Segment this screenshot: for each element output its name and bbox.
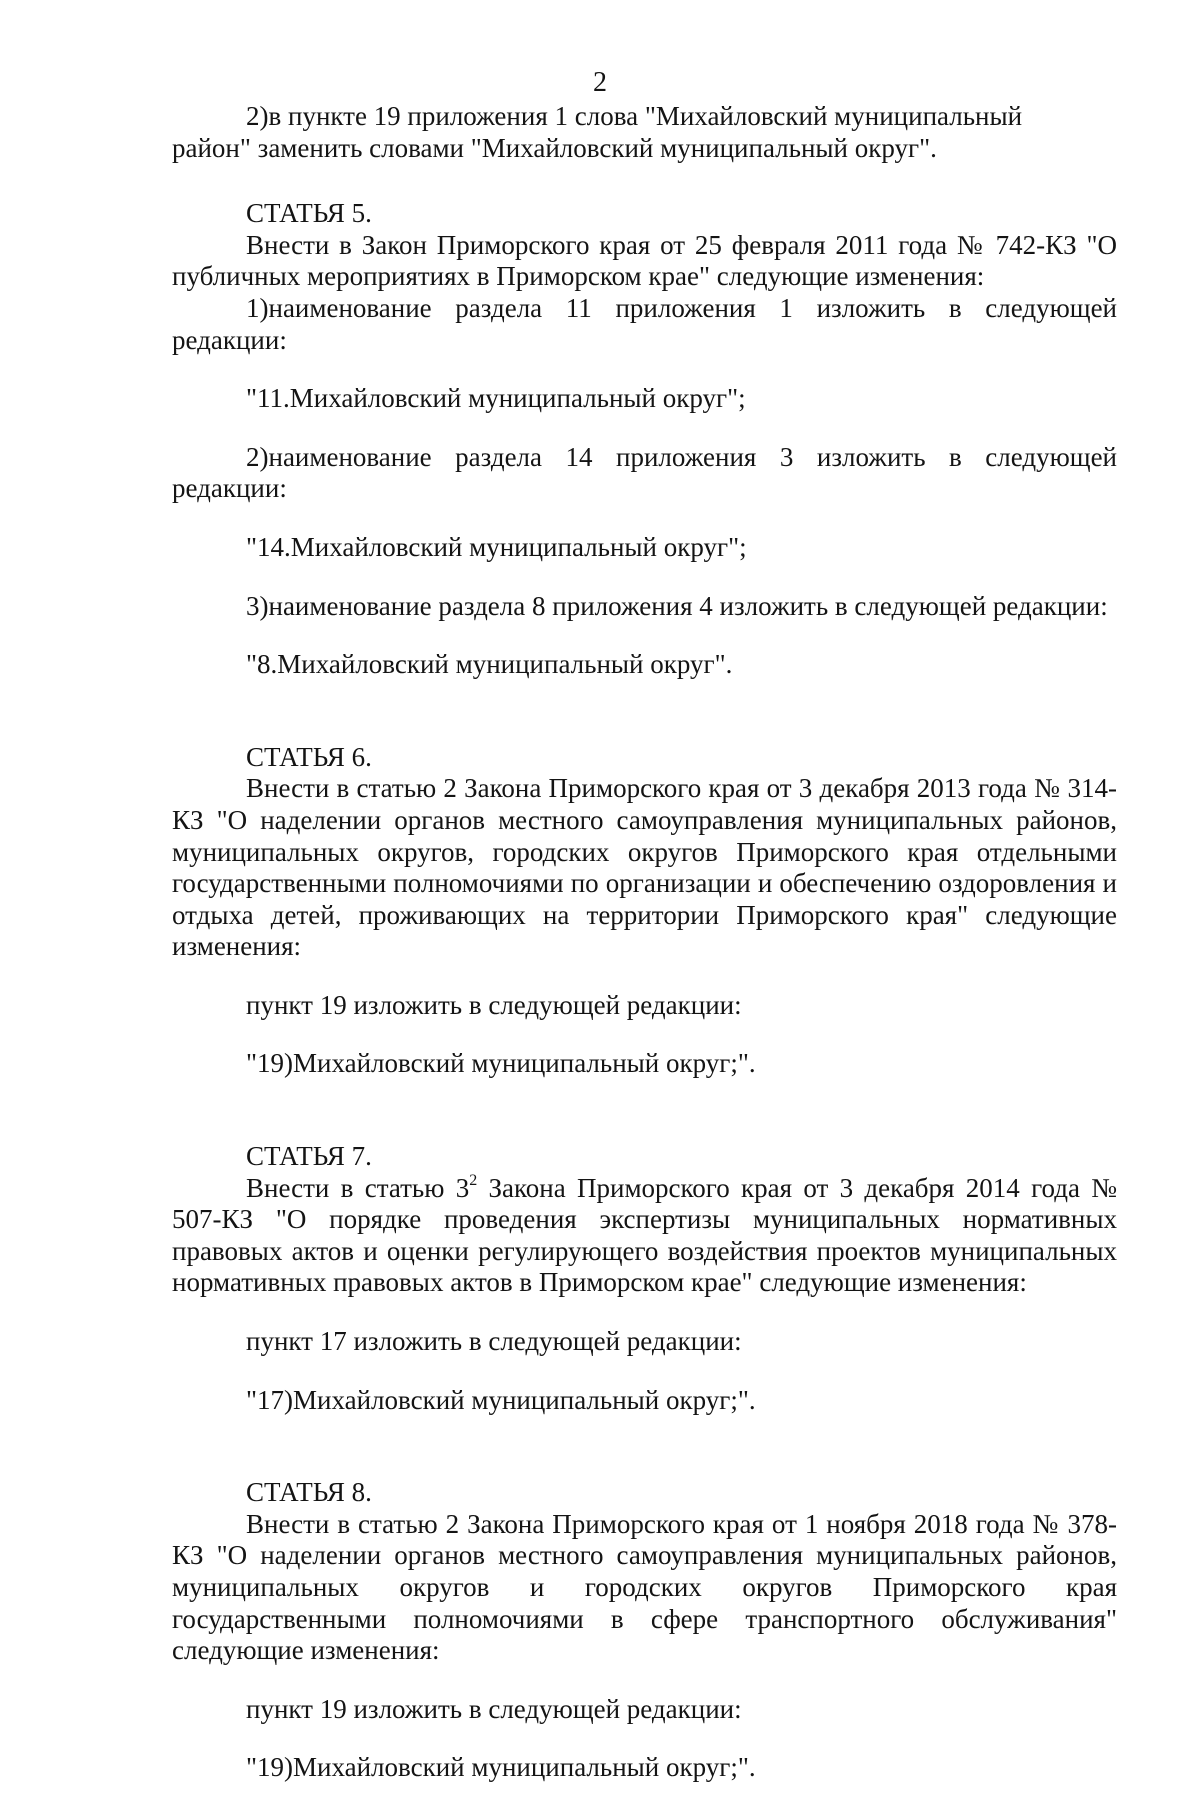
article-6 [172, 742, 1117, 1080]
item-2-line-1: 2)в пункте 19 приложения 1 слова "Михайловский муниципальный [246, 101, 1023, 131]
article-6-intro: Внести в статью 2 Закона Приморского края от 3 декабря 2013 года № 314-КЗ "О наделении органов местного самоуправления муниципальных районов, муниципальных округов, городских округов Приморского края отдельными государственными полномочиями по организации и обеспечению оздоровления и отдыха детей, проживающих на территории Приморского края" следующие изменения: [172, 773, 1117, 962]
article-6-quote: "19)Михайловский муниципальный округ;". [246, 1048, 756, 1079]
page-number: 2 [593, 67, 607, 98]
item-2 [172, 101, 1117, 164]
article-5-item-3: 3)наименование раздела 8 приложения 4 изложить в следующей редакции: [246, 590, 1108, 621]
article-7-intro-start: Внести в статью 3 [246, 1172, 470, 1203]
article-6-title: СТАТЬЯ 6. [246, 741, 372, 772]
article-8-point: пункт 19 изложить в следующей редакции: [246, 1693, 742, 1724]
article-8 [172, 1477, 1117, 1784]
article-5 [172, 198, 1117, 681]
article-5-title: СТАТЬЯ 5. [246, 198, 372, 229]
article-7-title: СТАТЬЯ 7. [246, 1141, 372, 1172]
article-7-intro-superscript: 2 [469, 1171, 478, 1189]
article-8-quote: "19)Михайловский муниципальный округ;". [246, 1752, 756, 1783]
article-7-intro-end: Закона Приморского края от 3 декабря 2014 года № 507-КЗ "О порядке проведения экспертизы муниципальных нормативных правовых актов и оценки регулирующего воздействия проектов муниципальных нормативных правовых актов в Приморском крае" следующие изменения: [172, 1172, 1118, 1298]
article-7 [172, 1141, 1117, 1416]
article-5-item-2: 2)наименование раздела 14 приложения 3 изложить в следующей редакции: [172, 441, 1117, 504]
article-6-point: пункт 19 изложить в следующей редакции: [246, 989, 742, 1020]
document-body [172, 101, 1117, 1811]
article-5-item-3-quote: "8.Михайловский муниципальный округ". [246, 649, 733, 680]
item-2-line-2: район" заменить словами "Михайловский муниципальный округ". [172, 132, 937, 163]
article-5-item-2-quote: "14.Михайловский муниципальный округ"; [246, 531, 747, 562]
article-5-intro: Внести в Закон Приморского края от 25 февраля 2011 года № 742-КЗ "О публичных мероприятиях в Приморском крае" следующие изменения: [172, 229, 1117, 292]
article-7-point: пункт 17 изложить в следующей редакции: [246, 1326, 742, 1357]
article-8-title: СТАТЬЯ 8. [246, 1477, 372, 1508]
article-5-item-1: 1)наименование раздела 11 приложения 1 изложить в следующей редакции: [172, 292, 1117, 355]
article-5-item-1-quote: "11.Михайловский муниципальный округ"; [246, 383, 746, 414]
article-7-intro [172, 1173, 1117, 1299]
article-8-intro: Внести в статью 2 Закона Приморского края от 1 ноября 2018 года № 378-КЗ "О наделении органов местного самоуправления муниципальных районов, муниципальных округов и городских округов Приморского края государственными полномочиями в сфере транспортного обслуживания" следующие изменения: [172, 1508, 1117, 1666]
article-7-quote: "17)Михайловский муниципальный округ;". [246, 1384, 756, 1415]
